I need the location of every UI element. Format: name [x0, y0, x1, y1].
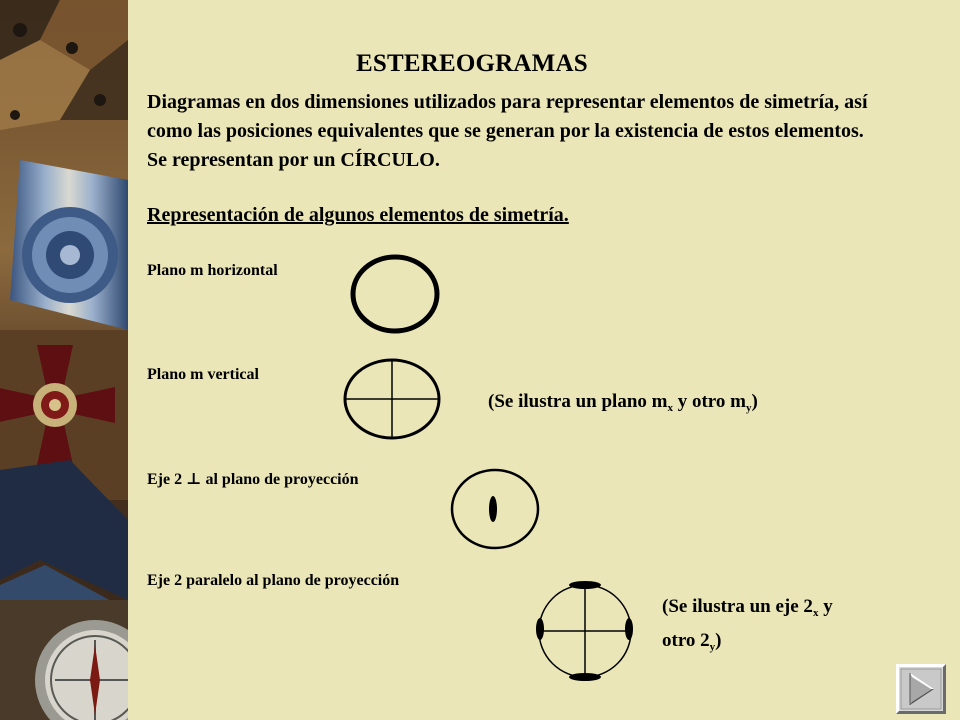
- slide-title: ESTEREOGRAMAS: [356, 50, 588, 77]
- twofold-symbol-left: [536, 618, 544, 640]
- note-vertical-sub-y: y: [745, 402, 752, 414]
- intro-paragraph: Diagramas en dos dimensiones utilizados para representar elementos de simetría, así como las posiciones equivalentes que se generan por la existencia de estos elementos. Se representan por un CÍRCULO.: [147, 91, 868, 171]
- next-slide-button[interactable]: [896, 664, 946, 714]
- note-parallel-line1: [662, 593, 833, 627]
- stereogram-axis-parallel: [534, 580, 636, 682]
- perpendicular-symbol: ⊥: [186, 471, 202, 488]
- note-parallel-prefix2: otro 2: [662, 630, 710, 651]
- note-parallel-suffix1: y: [818, 596, 833, 617]
- label-eje-perp-suffix: al plano de proyección: [201, 471, 359, 488]
- twofold-symbol-top: [569, 581, 601, 589]
- note-parallel-sub-x: x: [812, 607, 819, 619]
- note-parallel-prefix1: (Se ilustra un eje 2: [662, 596, 813, 617]
- twofold-axis-symbol: [489, 496, 497, 522]
- label-plano-vertical: Plano m vertical: [147, 366, 259, 383]
- note-vertical-prefix: (Se ilustra un plano m: [488, 391, 668, 412]
- note-vertical-suffix: ): [751, 391, 758, 412]
- stereogram-horizontal-plane: [350, 254, 442, 336]
- twofold-symbol-right: [625, 618, 633, 640]
- label-plano-horizontal: Plano m horizontal: [147, 262, 278, 279]
- note-parallel-suffix2: ): [715, 630, 722, 651]
- note-vertical-sub-x: x: [667, 402, 673, 414]
- note-parallel-sub-y: y: [709, 641, 716, 653]
- note-vertical-mid: y otro m: [672, 391, 746, 412]
- note-vertical-planes: [488, 388, 758, 422]
- label-eje-perp-prefix: Eje 2: [147, 471, 187, 488]
- label-eje-perpendicular: [147, 469, 359, 489]
- note-parallel-line2: [662, 627, 833, 661]
- stereogram-vertical-planes: [342, 358, 442, 442]
- note-parallel-axes: [662, 593, 833, 661]
- twofold-symbol-bottom: [569, 673, 601, 681]
- stereogram-axis-perpendicular: [449, 467, 543, 551]
- section-heading: Representación de algunos elementos de simetría.: [147, 204, 569, 226]
- label-eje-paralelo: Eje 2 paralelo al plano de proyección: [147, 572, 400, 589]
